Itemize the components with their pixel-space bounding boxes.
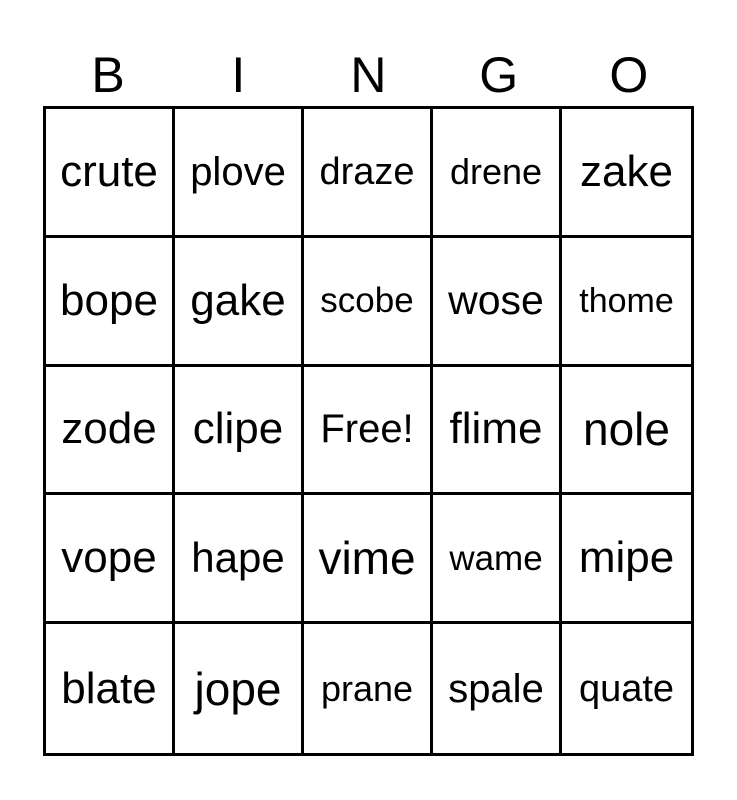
bingo-cell[interactable]: blate [46, 624, 175, 753]
bingo-cell[interactable]: gake [175, 238, 304, 367]
bingo-header [43, 44, 694, 106]
header-letter-g: G [479, 47, 519, 103]
bingo-cell[interactable]: jope [175, 624, 304, 753]
bingo-cell[interactable]: plove [175, 109, 304, 238]
bingo-cell[interactable]: bope [46, 238, 175, 367]
bingo-cell[interactable]: draze [304, 109, 433, 238]
bingo-cell[interactable]: vime [304, 495, 433, 624]
bingo-cell[interactable]: drene [433, 109, 562, 238]
bingo-cell[interactable]: zake [562, 109, 691, 238]
header-letter-o: O [609, 47, 649, 103]
bingo-cell[interactable]: hape [175, 495, 304, 624]
bingo-cell[interactable]: nole [562, 367, 691, 496]
bingo-cell[interactable]: thome [562, 238, 691, 367]
bingo-cell[interactable]: quate [578, 667, 675, 710]
bingo-cell[interactable]: spale [433, 624, 562, 753]
bingo-cell[interactable]: vope [46, 495, 175, 624]
bingo-cell[interactable]: wose [433, 238, 562, 367]
bingo-cell[interactable]: scobe [304, 238, 433, 367]
free-space-cell[interactable]: Free! [304, 367, 433, 496]
bingo-cell[interactable]: flime [433, 367, 562, 496]
bingo-cell[interactable]: clipe [175, 367, 304, 496]
bingo-cell[interactable]: prane [304, 624, 433, 753]
bingo-cell[interactable]: mipe [562, 495, 691, 624]
bingo-cell[interactable]: zode [46, 367, 175, 496]
header-letter-i: I [231, 47, 246, 103]
bingo-cell[interactable]: crute [46, 109, 175, 238]
bingo-cell[interactable]: wame [433, 495, 562, 624]
header-letter-b: B [91, 47, 125, 103]
header-letter-n: N [350, 47, 387, 103]
bingo-card [43, 106, 694, 756]
